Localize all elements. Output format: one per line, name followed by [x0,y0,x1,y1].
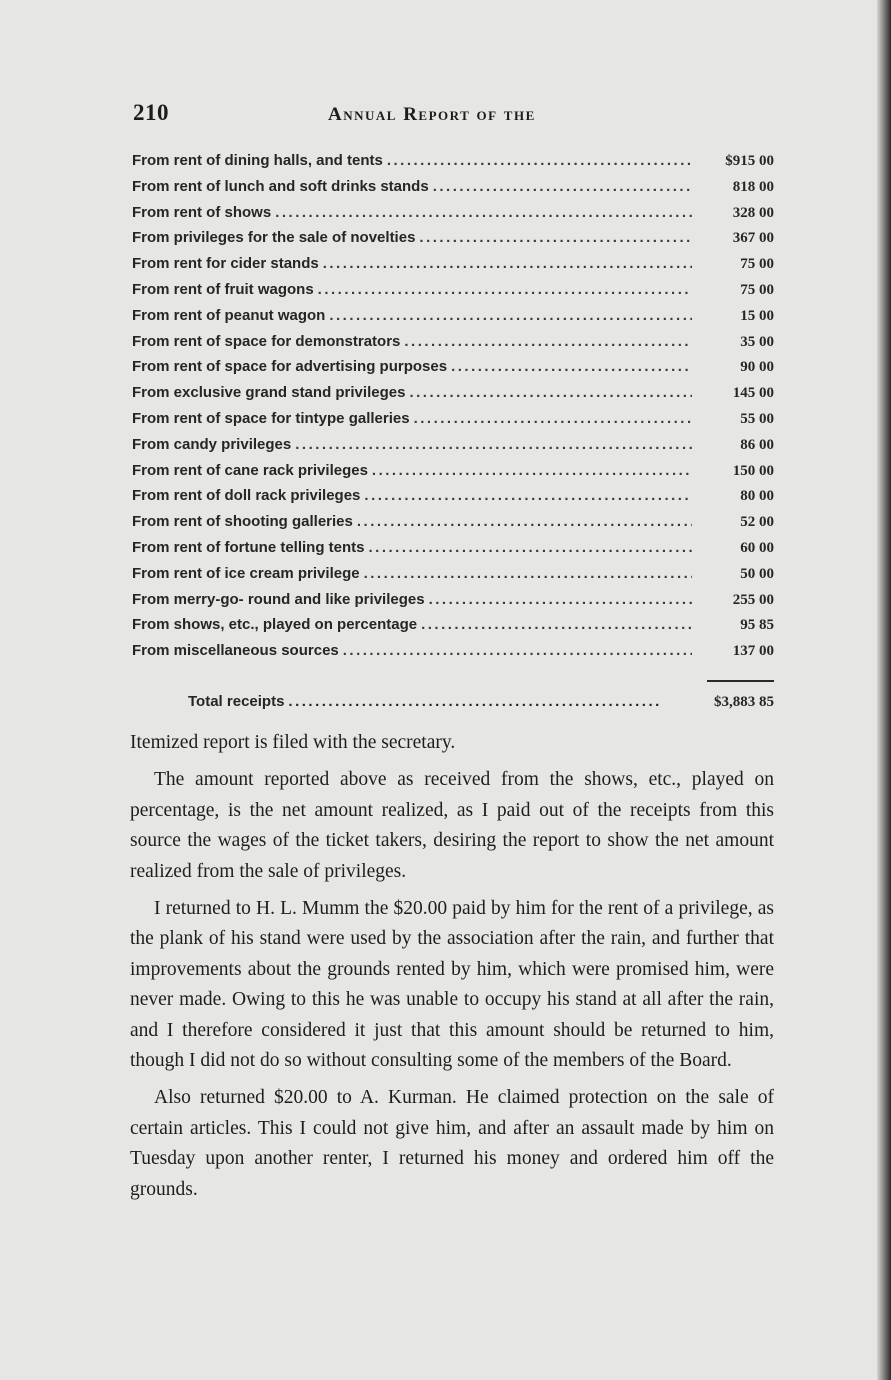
dot-leader [433,174,692,200]
ledger-amount: 150 00 [732,462,774,479]
total-amount: $3,883 85 [714,694,774,710]
dot-leader [429,587,692,613]
paragraph: The amount reported above as received from the shows, etc., played on percentage, is the net amount realized, as I paid out of the receipts from this source the wages of the ticket takers, desiring the report to show the net amount realized from the sale of privileges. [130,769,774,882]
ledger-label: From shows, etc., played on percentage [132,616,418,634]
ledger-row [132,561,774,587]
ledger-amount: 95 85 [740,617,774,634]
dot-leader [414,406,692,432]
ledger-row [132,329,774,355]
ledger-row [132,354,774,380]
ledger-amount: 255 00 [732,591,774,608]
ledger-row [132,251,774,277]
ledger-row [132,612,774,638]
ledger-row [132,174,774,200]
ledger-row [132,200,774,226]
ledger-label: From rent of shooting galleries [132,513,353,531]
ledger-row [132,535,774,561]
ledger-amount: 80 00 [740,488,774,505]
ledger-label: From rent of doll rack privileges [132,487,361,505]
dot-leader [329,303,692,329]
receipts-ledger [132,148,774,664]
ledger-row [132,458,774,484]
dot-leader [364,561,692,587]
paragraph: Also returned $20.00 to A. Kurman. He claimed protection on the sale of certain articles. This I could not give him, and after an assault made by him on Tuesday upon another renter, I returned his money and ordered him off the grounds. [130,1087,774,1200]
dot-leader [387,148,692,174]
ledger-label: From rent of peanut wagon [132,306,326,324]
ledger-amount: 86 00 [740,436,774,453]
paragraph: I returned to H. L. Mumm the $20.00 paid by him for the rent of a privilege, as the plank of his stand were used by the association after the rain, and further that improvements about the grounds rented by him, which were promised him, were never made. Owing to this he was unable to occupy his stand at all after the rain, and I therefore considered it just that this amount should be returned to him, though I did not do so without consulting some of the members of the Board. [130,898,774,1072]
dot-leader [421,612,692,638]
ledger-label: From rent of fortune telling tents [132,538,365,556]
dot-leader [323,251,692,277]
ledger-label: From rent of shows [132,203,272,221]
ledger-amount: 367 00 [732,230,774,247]
ledger-row [132,303,774,329]
ledger-amount: 137 00 [732,643,774,660]
ledger-row [132,406,774,432]
ledger-label: From rent of lunch and soft drinks stands [132,177,429,195]
dot-leader [409,380,692,406]
ledger-label: From rent of space for tintype galleries [132,409,410,427]
dot-leader [295,432,692,458]
ledger-row [132,277,774,303]
ledger-label: From exclusive grand stand privileges [132,384,406,402]
ledger-row [132,638,774,664]
page-edge-shadow [877,0,891,1380]
ledger-label: From rent of ice cream privilege [132,564,360,582]
dot-leader [451,354,692,380]
ledger-label: From miscellaneous sources [132,642,339,660]
ledger-amount: 818 00 [732,178,774,195]
ledger-row [132,380,774,406]
dot-leader [288,688,660,716]
dot-leader [357,509,692,535]
ledger-label: From privileges for the sale of novelties [132,229,416,247]
ledger-row [132,432,774,458]
total-receipts-row [188,688,774,716]
total-rule [707,680,774,682]
ledger-amount: 90 00 [740,359,774,376]
ledger-label: From rent of dining halls, and tents [132,152,383,169]
ledger-label: From rent for cider stands [132,255,319,273]
ledger-amount: 60 00 [740,539,774,556]
page-number: 210 [133,100,169,125]
dot-leader [343,638,692,664]
ledger-amount: 55 00 [740,410,774,427]
total-label: Total receipts [188,693,285,710]
ledger-row [132,148,774,174]
dot-leader [404,329,692,355]
dot-leader [419,225,692,251]
paragraph: Itemized report is filed with the secretary. [130,732,456,753]
ledger-amount: 75 00 [740,256,774,273]
page-header [133,100,775,130]
ledger-label: From merry-go- round and like privileges [132,590,425,608]
dot-leader [318,277,692,303]
ledger-amount: $915 00 [725,153,774,169]
ledger-amount: 35 00 [740,333,774,350]
ledger-amount: 145 00 [732,385,774,402]
ledger-row [132,225,774,251]
ledger-row [132,483,774,509]
ledger-label: From candy privileges [132,435,292,453]
running-head: Annual Report of the [328,104,536,125]
ledger-row [132,509,774,535]
ledger-amount: 15 00 [740,307,774,324]
report-body [130,728,774,1205]
dot-leader [364,483,692,509]
dot-leader [275,200,692,226]
ledger-label: From rent of space for demonstrators [132,332,401,350]
ledger-amount: 328 00 [732,204,774,221]
ledger-amount: 52 00 [740,514,774,531]
dot-leader [369,535,693,561]
ledger-label: From rent of cane rack privileges [132,461,368,479]
ledger-amount: 75 00 [740,281,774,298]
ledger-label: From rent of space for advertising purposes [132,358,448,376]
ledger-label: From rent of fruit wagons [132,280,314,298]
ledger-amount: 50 00 [740,565,774,582]
dot-leader [372,458,692,484]
ledger-row [132,587,774,613]
